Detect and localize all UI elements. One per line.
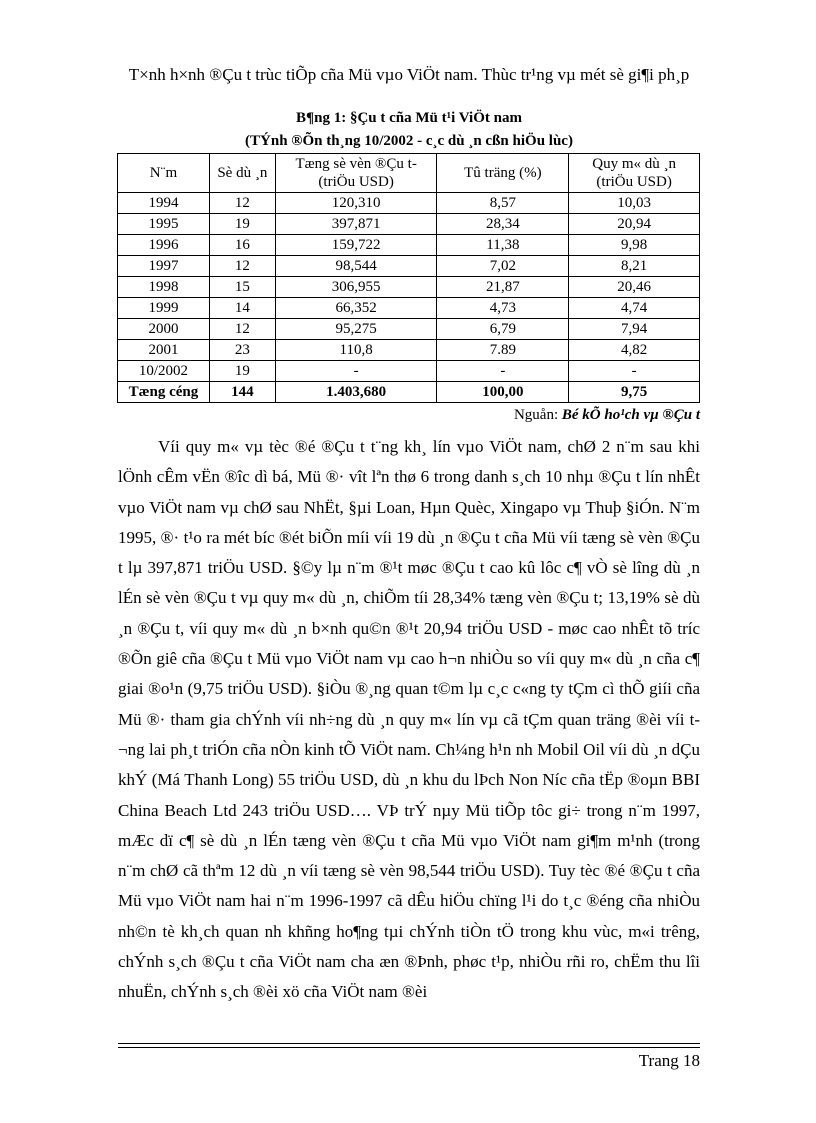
cell-share: 8,57: [437, 193, 569, 214]
table-total-row: [118, 382, 700, 403]
cell-project-count: 19: [209, 214, 275, 235]
cell-project-scale: 20,46: [569, 277, 700, 298]
body-paragraph: Víi quy m« vµ tèc ®é ®Çu t t¨ng kh¸ lín vµo ViÖt nam, chØ 2 n¨m sau khi lÖnh cÊm vËn ®îc dì bá, Mü ®· vît lªn thø 6 trong danh s¸ch 10 nhµ ®Çu t lín nhÊt vµo ViÖt nam vµ chØ sau NhËt, §µi Loan, Hµn Quèc, Xingapo vµ Thuþ §iÓn. N¨m 1995, ®· t¹o ra mét bíc ®ét biÕn míi víi 19 dù ¸n ®Çu t cña Mü víi tæng sè vèn ®Çu t lµ 397,871 triÖu USD. §©y lµ n¨m ®¹t møc ®Çu t cao kû lôc c¶ vÒ sè lîng dù ¸n lÉn sè vèn ®Çu t vµ quy m« dù ¸n, chiÕm tíi 28,34% tæng vèn ®Çu t; 13,19% sè dù ¸n ®Çu t, víi quy m« dù ¸n b×nh qu©n ®¹t 20,94 triÖu USD - møc cao nhÊt tõ tríc ®Õn giê cña ®Çu t Mü vµo ViÖt nam vµ cao h¬n nhiÒu so víi quy m« dù ¸n cña c¶ giai ®o¹n (9,75 triÖu USD). §iÒu ®¸ng quan t©m lµ c¸c c«ng ty tÇm cì thÕ giíi cña Mü ®· tham gia chÝnh víi nh÷ng dù ¸n quy m« lín vµ cã tÇm quan träng ®èi víi t¬ng lai ph¸t triÓn cña nÒn kinh tÕ ViÖt nam. Ch¼ng h¹n nh Mobil Oil víi dù ¸n dÇu khÝ (Má Thanh Long) 55 triÖu USD, dù ¸n khu du lÞch Non Níc cña tËp ®oµn BBI China Beach Ltd 243 triÖu USD…. VÞ trÝ nµy Mü tiÕp tôc gi÷ trong n¨m 1997, mÆc dï c¶ sè dù ¸n lÉn tæng vèn ®Çu t cña Mü vµo ViÖt nam gi¶m m¹nh (trong n¨m chØ cã thªm 12 dù ¸n víi tæng sè vèn 98,544 triÖu USD). Tuy tèc ®é ®Çu t cña Mü vµo ViÖt nam hai n¨m 1996-1997 cã dÊu hiÖu chïng l¹i do t¸c ®éng cña nhiÒu nh©n tè kh¸ch quan nh khñng ho¶ng tµi chÝnh tiÒn tÖ trong khu vùc, m«i trêng, chÝnh s¸ch ®Çu t cña ViÖt nam cha æn ®Þnh, phøc t¹p, nhiÒu rñi ro, chËm thu lîi nhuËn, chÝnh s¸ch ®èi xö cña ViÖt nam ®èi: [118, 437, 700, 1002]
table-subcaption: (TÝnh ®Õn th¸ng 10/2002 - c¸c dù ¸n cßn hiÖu lùc): [245, 133, 573, 149]
cell-project-scale: 10,03: [569, 193, 700, 214]
cell-share: 6,79: [437, 319, 569, 340]
cell-year: 1998: [118, 277, 210, 298]
table-source: [118, 405, 700, 425]
table-row: [118, 256, 700, 277]
cell-year: 2001: [118, 340, 210, 361]
table-row: [118, 235, 700, 256]
cell-total-capital: 306,955: [275, 277, 437, 298]
page-number: Trang 18: [638, 1051, 700, 1070]
cell-project-count: 12: [209, 256, 275, 277]
cell-share: 7,02: [437, 256, 569, 277]
cell-project-count: 16: [209, 235, 275, 256]
cell-project-count: 23: [209, 340, 275, 361]
table-row: [118, 361, 700, 382]
cell-project-scale: 4,82: [569, 340, 700, 361]
cell-year: 1996: [118, 235, 210, 256]
cell-year: 10/2002: [118, 361, 210, 382]
cell-total-label: Tæng céng: [118, 382, 210, 403]
footer-rule-bottom: [118, 1047, 700, 1048]
cell-total-capital: -: [275, 361, 437, 382]
cell-project-scale: -: [569, 361, 700, 382]
table-row: [118, 298, 700, 319]
cell-share: -: [437, 361, 569, 382]
column-header-year: N¨m: [118, 154, 210, 193]
running-header: T×nh h×nh ®Çu t trùc tiÕp cña Mü vµo ViÖt nam. Thùc tr¹ng vµ mét sè gi¶i ph¸p: [128, 65, 690, 84]
cell-total-capital: 66,352: [275, 298, 437, 319]
cell-project-scale: 4,74: [569, 298, 700, 319]
source-value: Bé kÕ ho¹ch vµ ®Çu t: [561, 407, 700, 423]
body-text: [118, 432, 700, 1008]
column-header-project-scale: Quy m« dù ¸n (triÖu USD): [569, 154, 700, 193]
cell-project-count: 12: [209, 193, 275, 214]
table-row: [118, 340, 700, 361]
cell-total-share: 100,00: [437, 382, 569, 403]
cell-total-capital-sum: 1.403,680: [275, 382, 437, 403]
cell-project-scale: 7,94: [569, 319, 700, 340]
cell-project-count: 19: [209, 361, 275, 382]
cell-total-capital: 397,871: [275, 214, 437, 235]
cell-share: 28,34: [437, 214, 569, 235]
cell-year: 1999: [118, 298, 210, 319]
investment-table: [117, 153, 700, 403]
table-row: [118, 214, 700, 235]
table-header-row: [118, 154, 700, 193]
cell-project-count: 14: [209, 298, 275, 319]
table-row: [118, 277, 700, 298]
cell-share: 21,87: [437, 277, 569, 298]
column-header-share: Tû träng (%): [437, 154, 569, 193]
cell-share: 4,73: [437, 298, 569, 319]
column-header-project-count: Sè dù ¸n: [209, 154, 275, 193]
cell-project-count: 12: [209, 319, 275, 340]
cell-share: 11,38: [437, 235, 569, 256]
source-label: Nguån:: [513, 407, 559, 423]
cell-share: 7.89: [437, 340, 569, 361]
cell-project-scale: 8,21: [569, 256, 700, 277]
cell-total-capital: 120,310: [275, 193, 437, 214]
cell-total-capital: 98,544: [275, 256, 437, 277]
table-row: [118, 319, 700, 340]
cell-project-scale: 20,94: [569, 214, 700, 235]
cell-total-project-scale: 9,75: [569, 382, 700, 403]
table-row: [118, 193, 700, 214]
cell-total-capital: 95,275: [275, 319, 437, 340]
cell-year: 1997: [118, 256, 210, 277]
cell-project-scale: 9,98: [569, 235, 700, 256]
cell-total-capital: 110,8: [275, 340, 437, 361]
column-header-total-capital: Tæng sè vèn ®Çu t (triÖu USD): [275, 154, 437, 193]
cell-year: 2000: [118, 319, 210, 340]
cell-year: 1994: [118, 193, 210, 214]
footer-rule-top: [118, 1043, 700, 1044]
cell-year: 1995: [118, 214, 210, 235]
cell-total-capital: 159,722: [275, 235, 437, 256]
cell-project-count: 15: [209, 277, 275, 298]
cell-total-project-count: 144: [209, 382, 275, 403]
table-caption: B¶ng 1: §Çu t cña Mü t¹i ViÖt nam: [296, 110, 522, 126]
